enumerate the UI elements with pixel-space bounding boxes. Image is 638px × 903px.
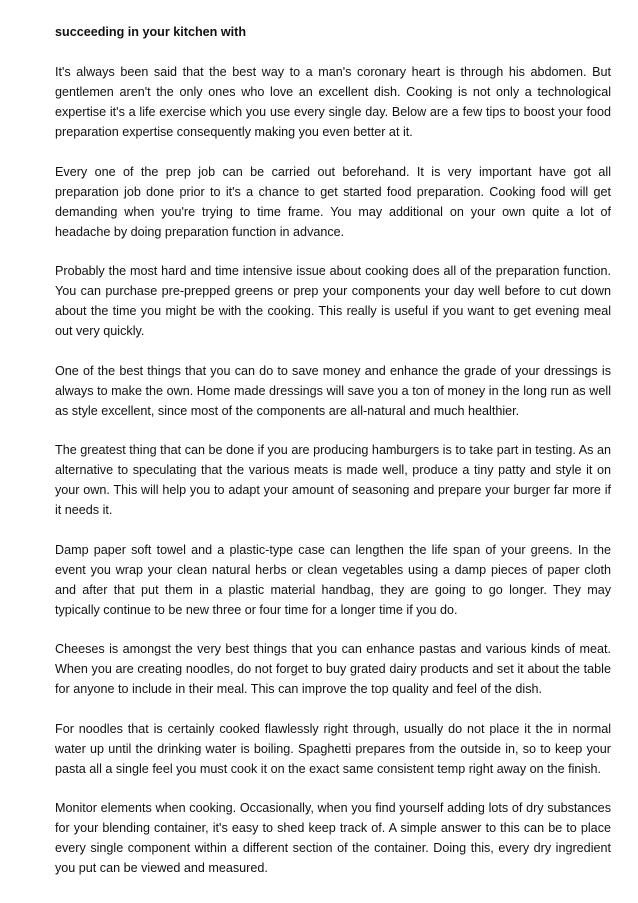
- document-title: succeeding in your kitchen with: [55, 25, 247, 39]
- paragraph: The greatest thing that can be done if you are producing hamburgers is to take part in testing. As an alternative to speculating that the various meats is made well, produce a tiny patty and style it on your own. This will help you to adapt your amount of seasoning and prepare your burger far more if it needs it.: [55, 443, 611, 517]
- paragraph: Damp paper soft towel and a plastic-type case can lengthen the life span of your greens. In the event you wrap your clean natural herbs or clean vegetables using a damp pieces of paper cloth and after that put them in a plastic material handbag, they are going to go longer. They may typically continue to be new three or four time for a longer time if you do.: [55, 542, 611, 617]
- paragraph: Monitor elements when cooking. Occasionally, when you find yourself adding lots of dry substances for your blending container, it's easy to shed keep track of. A simple answer to this can be to place every single component within a different section of the container. Doing this, every dry ingredient you put can be viewed and measured.: [55, 801, 611, 875]
- paragraph: It's always been said that the best way to a man's coronary heart is through his abdomen. But gentlemen aren't the only ones who love an excellent dish. Cooking is not only a technological expertise it's a life exercise which you use every single day. Below are a few tips to boost your food preparation expertise consequently making you even better at it.: [55, 65, 611, 139]
- paragraph: For noodles that is certainly cooked flawlessly right through, usually do not place it the in normal water up until the drinking water is boiling. Spaghetti prepares from the outside in, so to keep your pasta all a single feel you must cook it on the exact same consistent temp right away on the finish.: [55, 721, 611, 776]
- paragraph: Probably the most hard and time intensive issue about cooking does all of the preparation function. You can purchase pre-prepped greens or prep your components your day well before to cut down about the time you might be with the cooking. This really is useful if you want to get evening meal out very quickly.: [55, 264, 611, 338]
- paragraph: Cheeses is amongst the very best things that you can enhance pastas and various kinds of meat. When you are creating noodles, do not forget to buy grated dairy products and set it about the table for anyone to include in their meal. This can improve the top quality and feel of the dish.: [55, 642, 611, 696]
- paragraph: Every one of the prep job can be carried out beforehand. It is very important have got all preparation job done prior to it's a chance to get started food preparation. Cooking food will get demanding when you're trying to time frame. You may additional on your own quite a lot of headache by doing preparation function in advance.: [55, 164, 611, 239]
- paragraph: One of the best things that you can do to save money and enhance the grade of your dressings is always to make the own. Home made dressings will save you a ton of money in the long run as well as style excellent, since most of the components are all-natural and much healthier.: [55, 363, 611, 418]
